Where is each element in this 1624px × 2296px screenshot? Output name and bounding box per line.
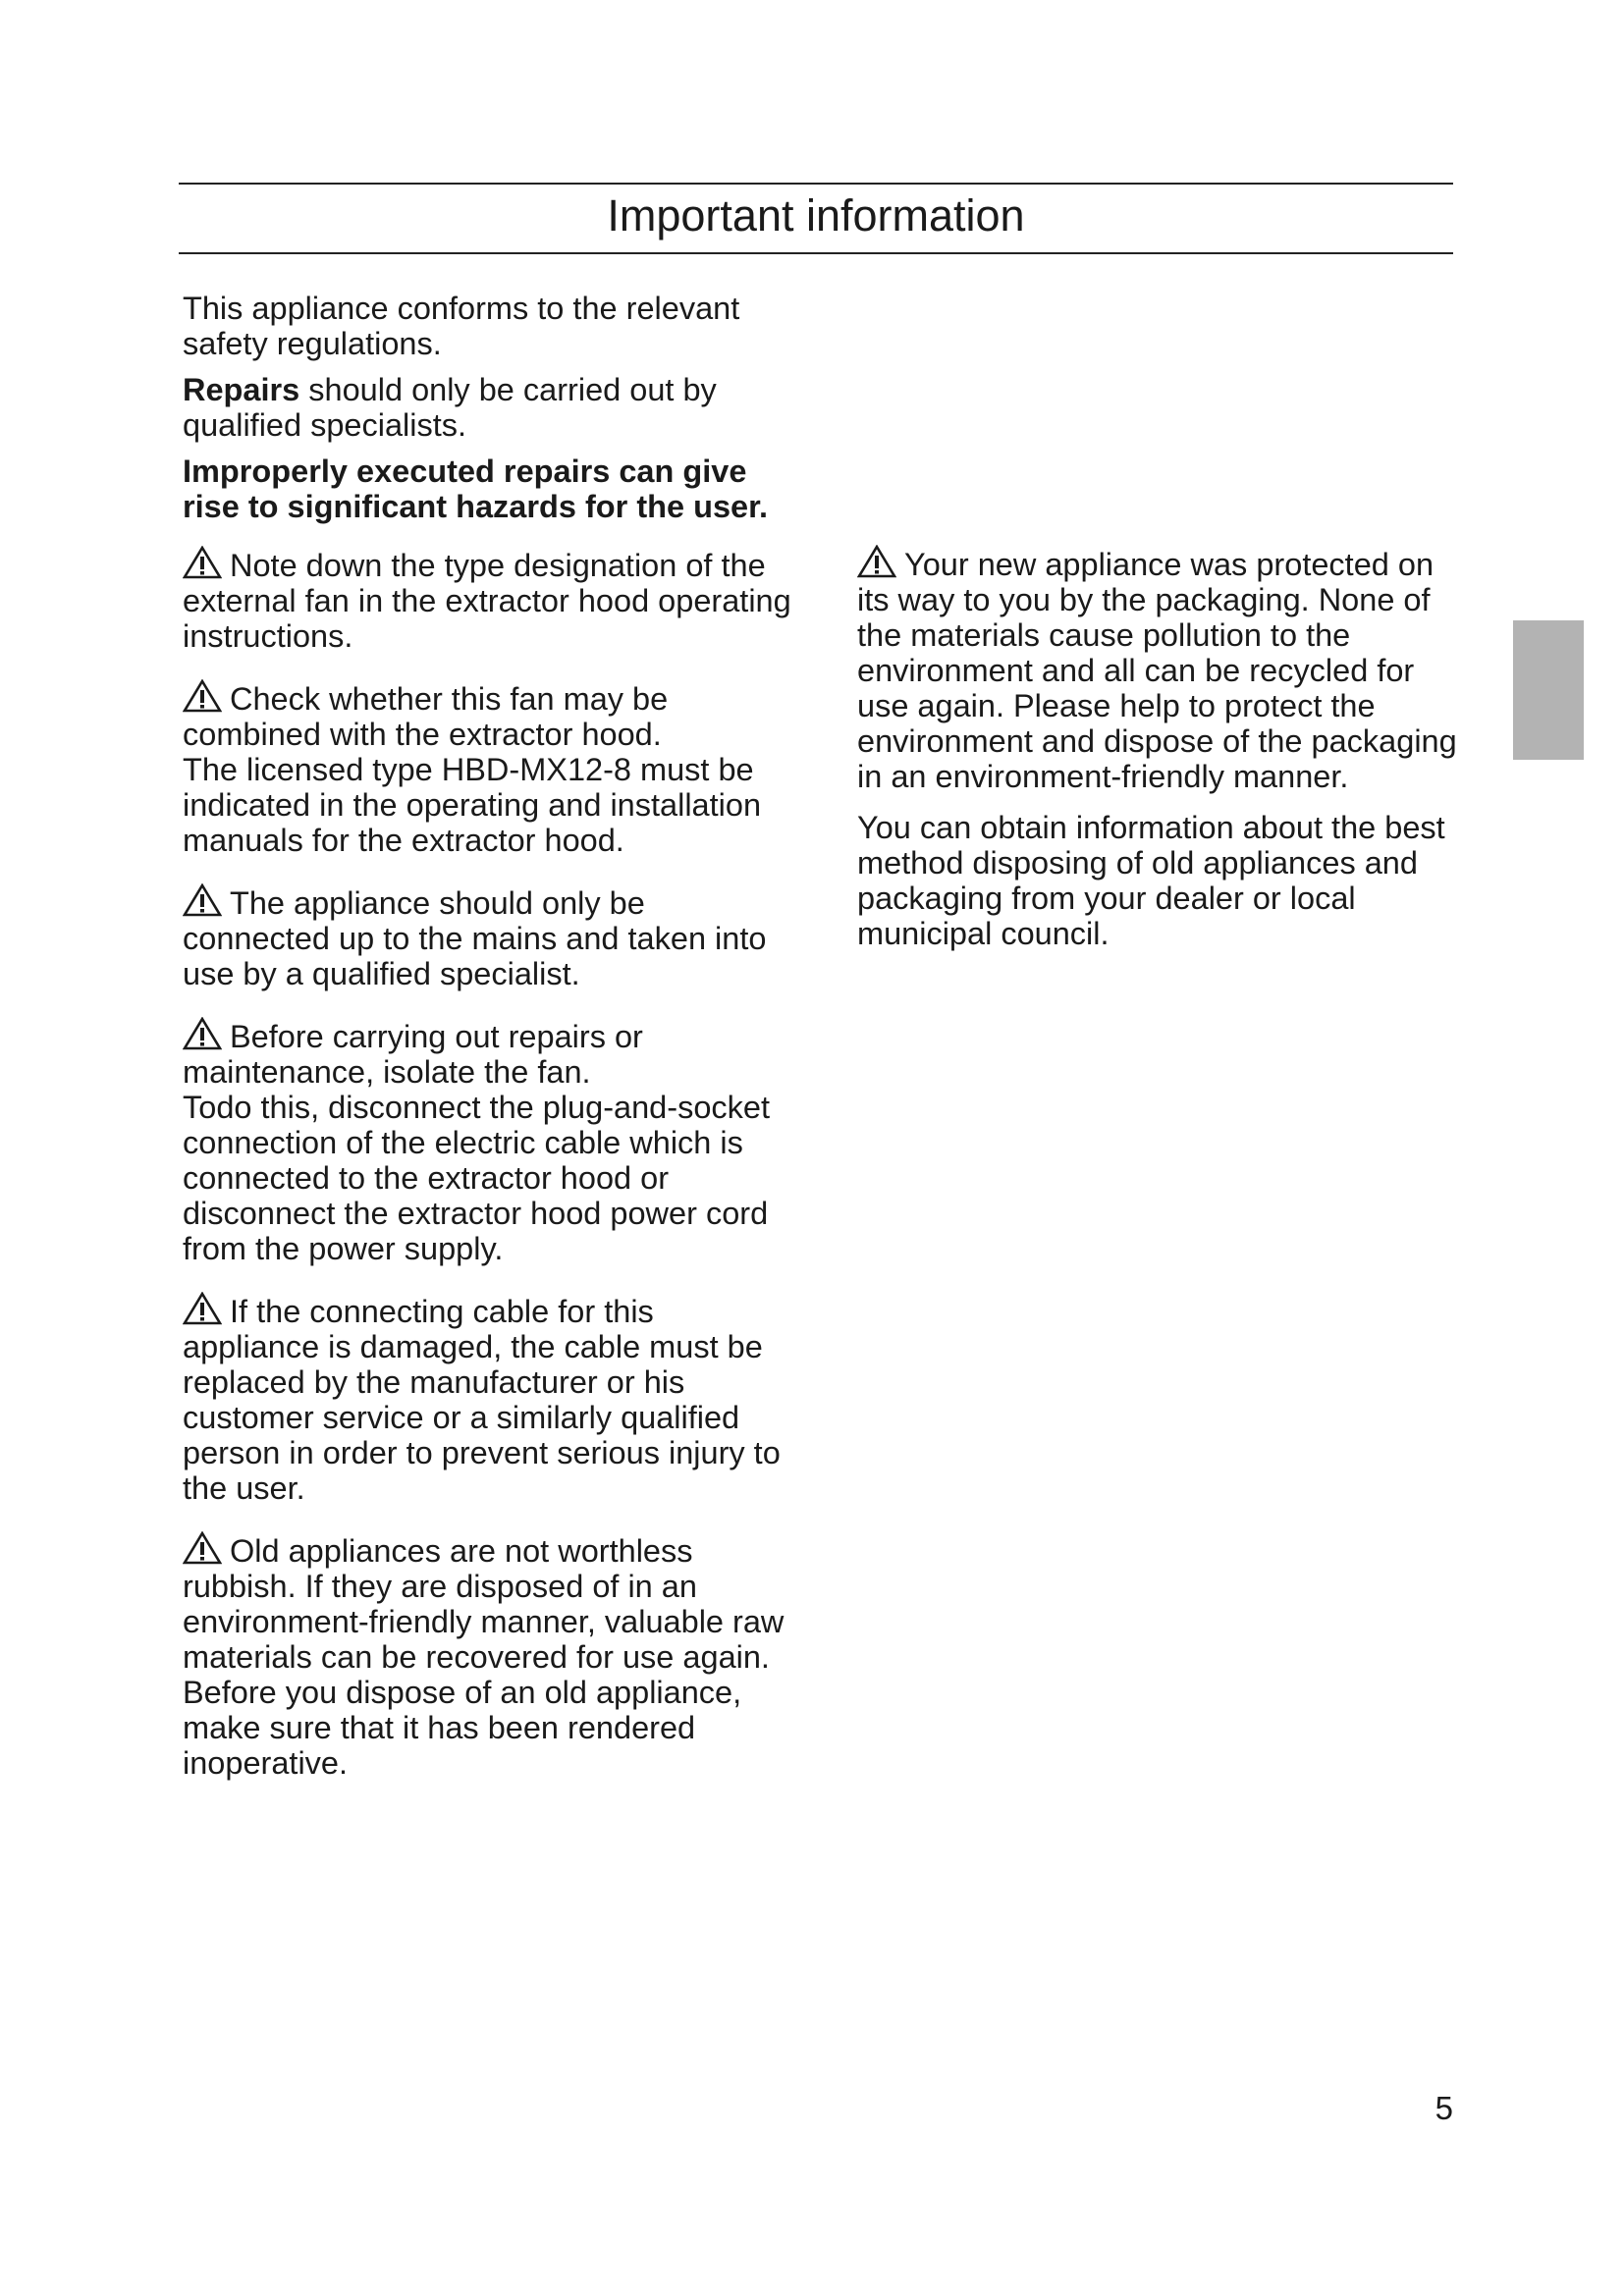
page-title: Important information (607, 190, 1025, 240)
notice-fan-compatibility (183, 679, 791, 858)
notice-text: Before carrying out repairs or maintenance, isolate the fan. (183, 1019, 643, 1090)
notice-text: If the connecting cable for this appliance is damaged, the cable must be replaced by the manufacturer or his customer service or a similarly qualified person in order to prevent serious injury to the user. (183, 1294, 781, 1506)
repairs-text: should only be carried out by qualified specialists. (183, 372, 717, 443)
notice-isolate-fan (183, 1017, 791, 1266)
notice-text-continued: Todo this, disconnect the plug-and-socket connection of the electric cable which is connected to the extractor hood or disconnect the extractor hood power cord from the power supply. (183, 1090, 770, 1266)
header-bottom-rule (179, 252, 1453, 254)
notice-text: The appliance should only be connected up to the mains and taken into use by a qualified specialist. (183, 885, 767, 991)
repairs-bold-text: Repairs (183, 372, 300, 407)
notice-text: Old appliances are not worthless rubbish. If they are disposed of in an environment-friendly manner, valuable raw materials can be recovered for use again. Before you dispose of an old appliance, make sure that it has been rendered inoperative. (183, 1533, 785, 1781)
hazard-warning: Improperly executed repairs can give rise to significant hazards for the user. (183, 454, 768, 524)
notice-damaged-cable (183, 1292, 791, 1506)
warning-triangle-icon (183, 1017, 222, 1050)
warning-triangle-icon (183, 679, 222, 713)
notice-text-continued: The licensed type HBD-MX12-8 must be indicated in the operating and installation manuals for the extractor hood. (183, 752, 762, 858)
warning-triangle-icon (183, 883, 222, 917)
notice-text: Note down the type designation of the external fan in the extractor hood operating instructions. (183, 548, 791, 654)
notice-packaging (857, 545, 1466, 794)
notice-type-designation (183, 546, 791, 654)
right-column (857, 545, 1466, 962)
intro-paragraph: This appliance conforms to the relevant safety regulations. (183, 291, 740, 361)
disposal-info-paragraph: You can obtain information about the best method disposing of old appliances and packaging from your dealer or local municipal council. (857, 810, 1445, 951)
notice-mains-connection (183, 883, 791, 991)
warning-triangle-icon (183, 1292, 222, 1325)
repairs-paragraph (183, 372, 791, 443)
section-tab-marker (1513, 620, 1584, 760)
page-number: 5 (1435, 2090, 1453, 2126)
left-column (183, 291, 791, 1806)
warning-triangle-icon (183, 1531, 222, 1565)
notice-text: Check whether this fan may be combined with the extractor hood. (183, 681, 669, 752)
notice-old-appliances (183, 1531, 791, 1781)
header-top-rule (179, 183, 1453, 185)
notice-text: Your new appliance was protected on its way to you by the packaging. None of the materials cause pollution to the environment and all can be recycled for use again. Please help to protect the environment and dispose of the packaging in an environment-friendly manner. (857, 547, 1457, 794)
warning-triangle-icon (183, 546, 222, 579)
warning-triangle-icon (857, 545, 896, 578)
